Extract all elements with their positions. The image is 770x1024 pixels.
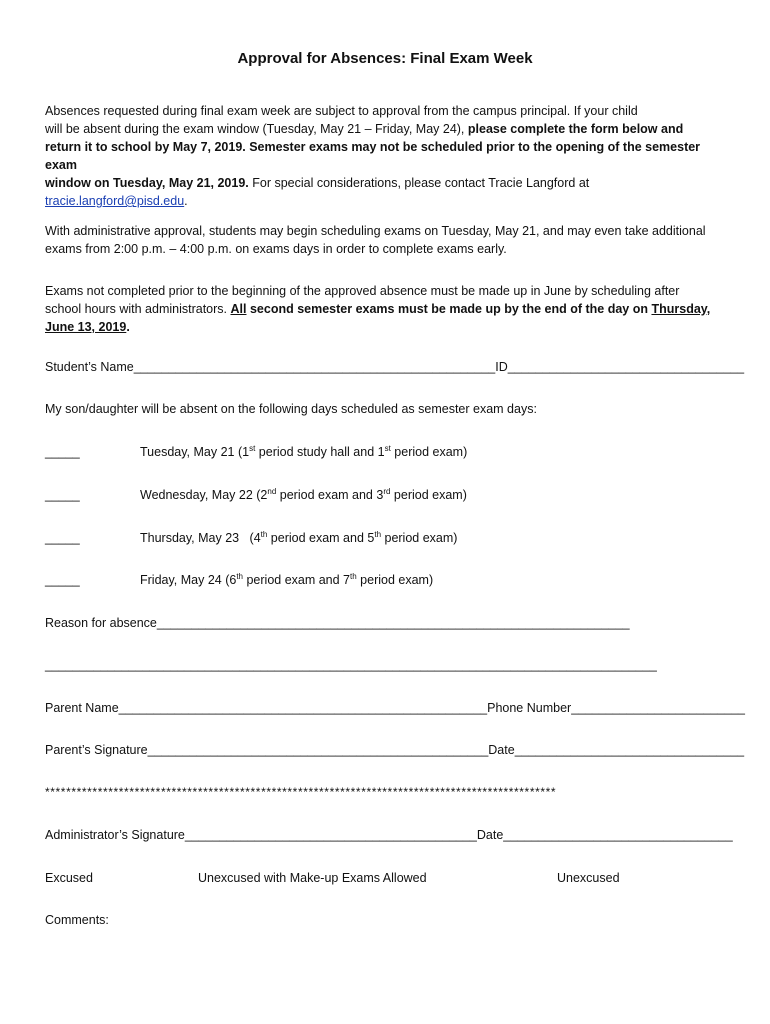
day-row — [45, 571, 80, 589]
student-id-field[interactable]: __________________________________ — [507, 360, 745, 374]
parent-date-label: Date — [488, 743, 515, 757]
status-option-unexcused-makeup[interactable]: Unexcused with Make-up Exams Allowed — [198, 871, 427, 885]
reason-line — [45, 614, 630, 632]
day-checkbox-blank[interactable]: _____ — [45, 531, 80, 545]
reason-field-continued[interactable]: ________________________________________________________________________________________ — [45, 658, 657, 672]
phone-number-label: Phone Number — [487, 701, 572, 715]
day-row — [45, 529, 80, 547]
reason-field[interactable]: ____________________________________________________________________ — [156, 616, 630, 630]
intro-line-2: will be absent during the exam window (Tuesday, May 21 – Friday, May 24), please complete the form below and — [45, 122, 684, 136]
student-name-label: Student’s Name — [45, 360, 134, 374]
day-checkbox-blank[interactable]: _____ — [45, 573, 80, 587]
parent-date-field[interactable]: _________________________________ — [514, 743, 745, 757]
intro-line-4: window on Tuesday, May 21, 2019. For special considerations, please contact Tracie Langford at — [45, 176, 590, 190]
absent-days-intro: My son/daughter will be absent on the following days scheduled as semester exam days: — [45, 402, 537, 416]
day-label: Tuesday, May 21 (1st period study hall and 1st period exam) — [140, 443, 468, 459]
admin-signature-line — [45, 826, 733, 844]
parent-name-field[interactable]: _____________________________________________________ — [118, 701, 488, 715]
day-label: Wednesday, May 22 (2nd period exam and 3rd period exam) — [140, 486, 467, 502]
intro-line-5: tracie.langford@pisd.edu. — [45, 194, 188, 208]
approval-paragraph: With administrative approval, students may begin scheduling exams on Tuesday, May 21, and may even take additional exams from 2:00 p.m. – 4:00 p.m. on exams days in order to complete exams early. — [45, 224, 706, 256]
status-option-unexcused[interactable]: Unexcused — [557, 871, 620, 885]
day-label: Thursday, May 23 (4th period exam and 5th period exam) — [140, 529, 458, 545]
page-title: Approval for Absences: Final Exam Week — [237, 50, 533, 67]
admin-signature-field[interactable]: __________________________________________ — [184, 828, 477, 842]
intro-line-1: Absences requested during final exam week are subject to approval from the campus principal. If your child — [45, 104, 638, 118]
reason-label: Reason for absence — [45, 616, 157, 630]
parent-signature-line — [45, 741, 744, 759]
day-row — [45, 443, 80, 461]
admin-date-label: Date — [476, 828, 504, 842]
day-row — [45, 486, 80, 504]
comments-label: Comments: — [45, 913, 109, 927]
parent-name-label: Parent Name — [45, 701, 119, 715]
phone-number-field[interactable]: _________________________ — [571, 701, 745, 715]
parent-signature-field[interactable]: _________________________________________________ — [147, 743, 489, 757]
admin-date-field[interactable]: _________________________________ — [503, 828, 733, 842]
intro-line-3: return it to school by May 7, 2019. Semester exams may not be scheduled prior to the opening of the semester exam — [45, 140, 701, 172]
day-label: Friday, May 24 (6th period exam and 7th period exam) — [140, 571, 434, 587]
day-checkbox-blank[interactable]: _____ — [45, 488, 80, 502]
day-checkbox-blank[interactable]: _____ — [45, 445, 80, 459]
makeup-paragraph: Exams not completed prior to the beginning of the approved absence must be made up in June by scheduling after school hours with administrators. All second semester exams must be made up by the end of the day on Thursday, June 13, 2019. — [45, 284, 711, 334]
parent-name-line — [45, 699, 745, 717]
student-info-line — [45, 358, 744, 376]
parent-signature-label: Parent’s Signature — [45, 743, 148, 757]
admin-signature-label: Administrator’s Signature — [45, 828, 185, 842]
intro-paragraph — [45, 102, 725, 210]
student-name-field[interactable]: ____________________________________________________ — [133, 360, 496, 374]
divider: ************************************************************************************************* — [45, 785, 557, 799]
contact-email-link[interactable]: tracie.langford@pisd.edu — [45, 194, 185, 208]
student-id-label: ID — [495, 360, 508, 374]
status-option-excused[interactable]: Excused — [45, 871, 93, 885]
